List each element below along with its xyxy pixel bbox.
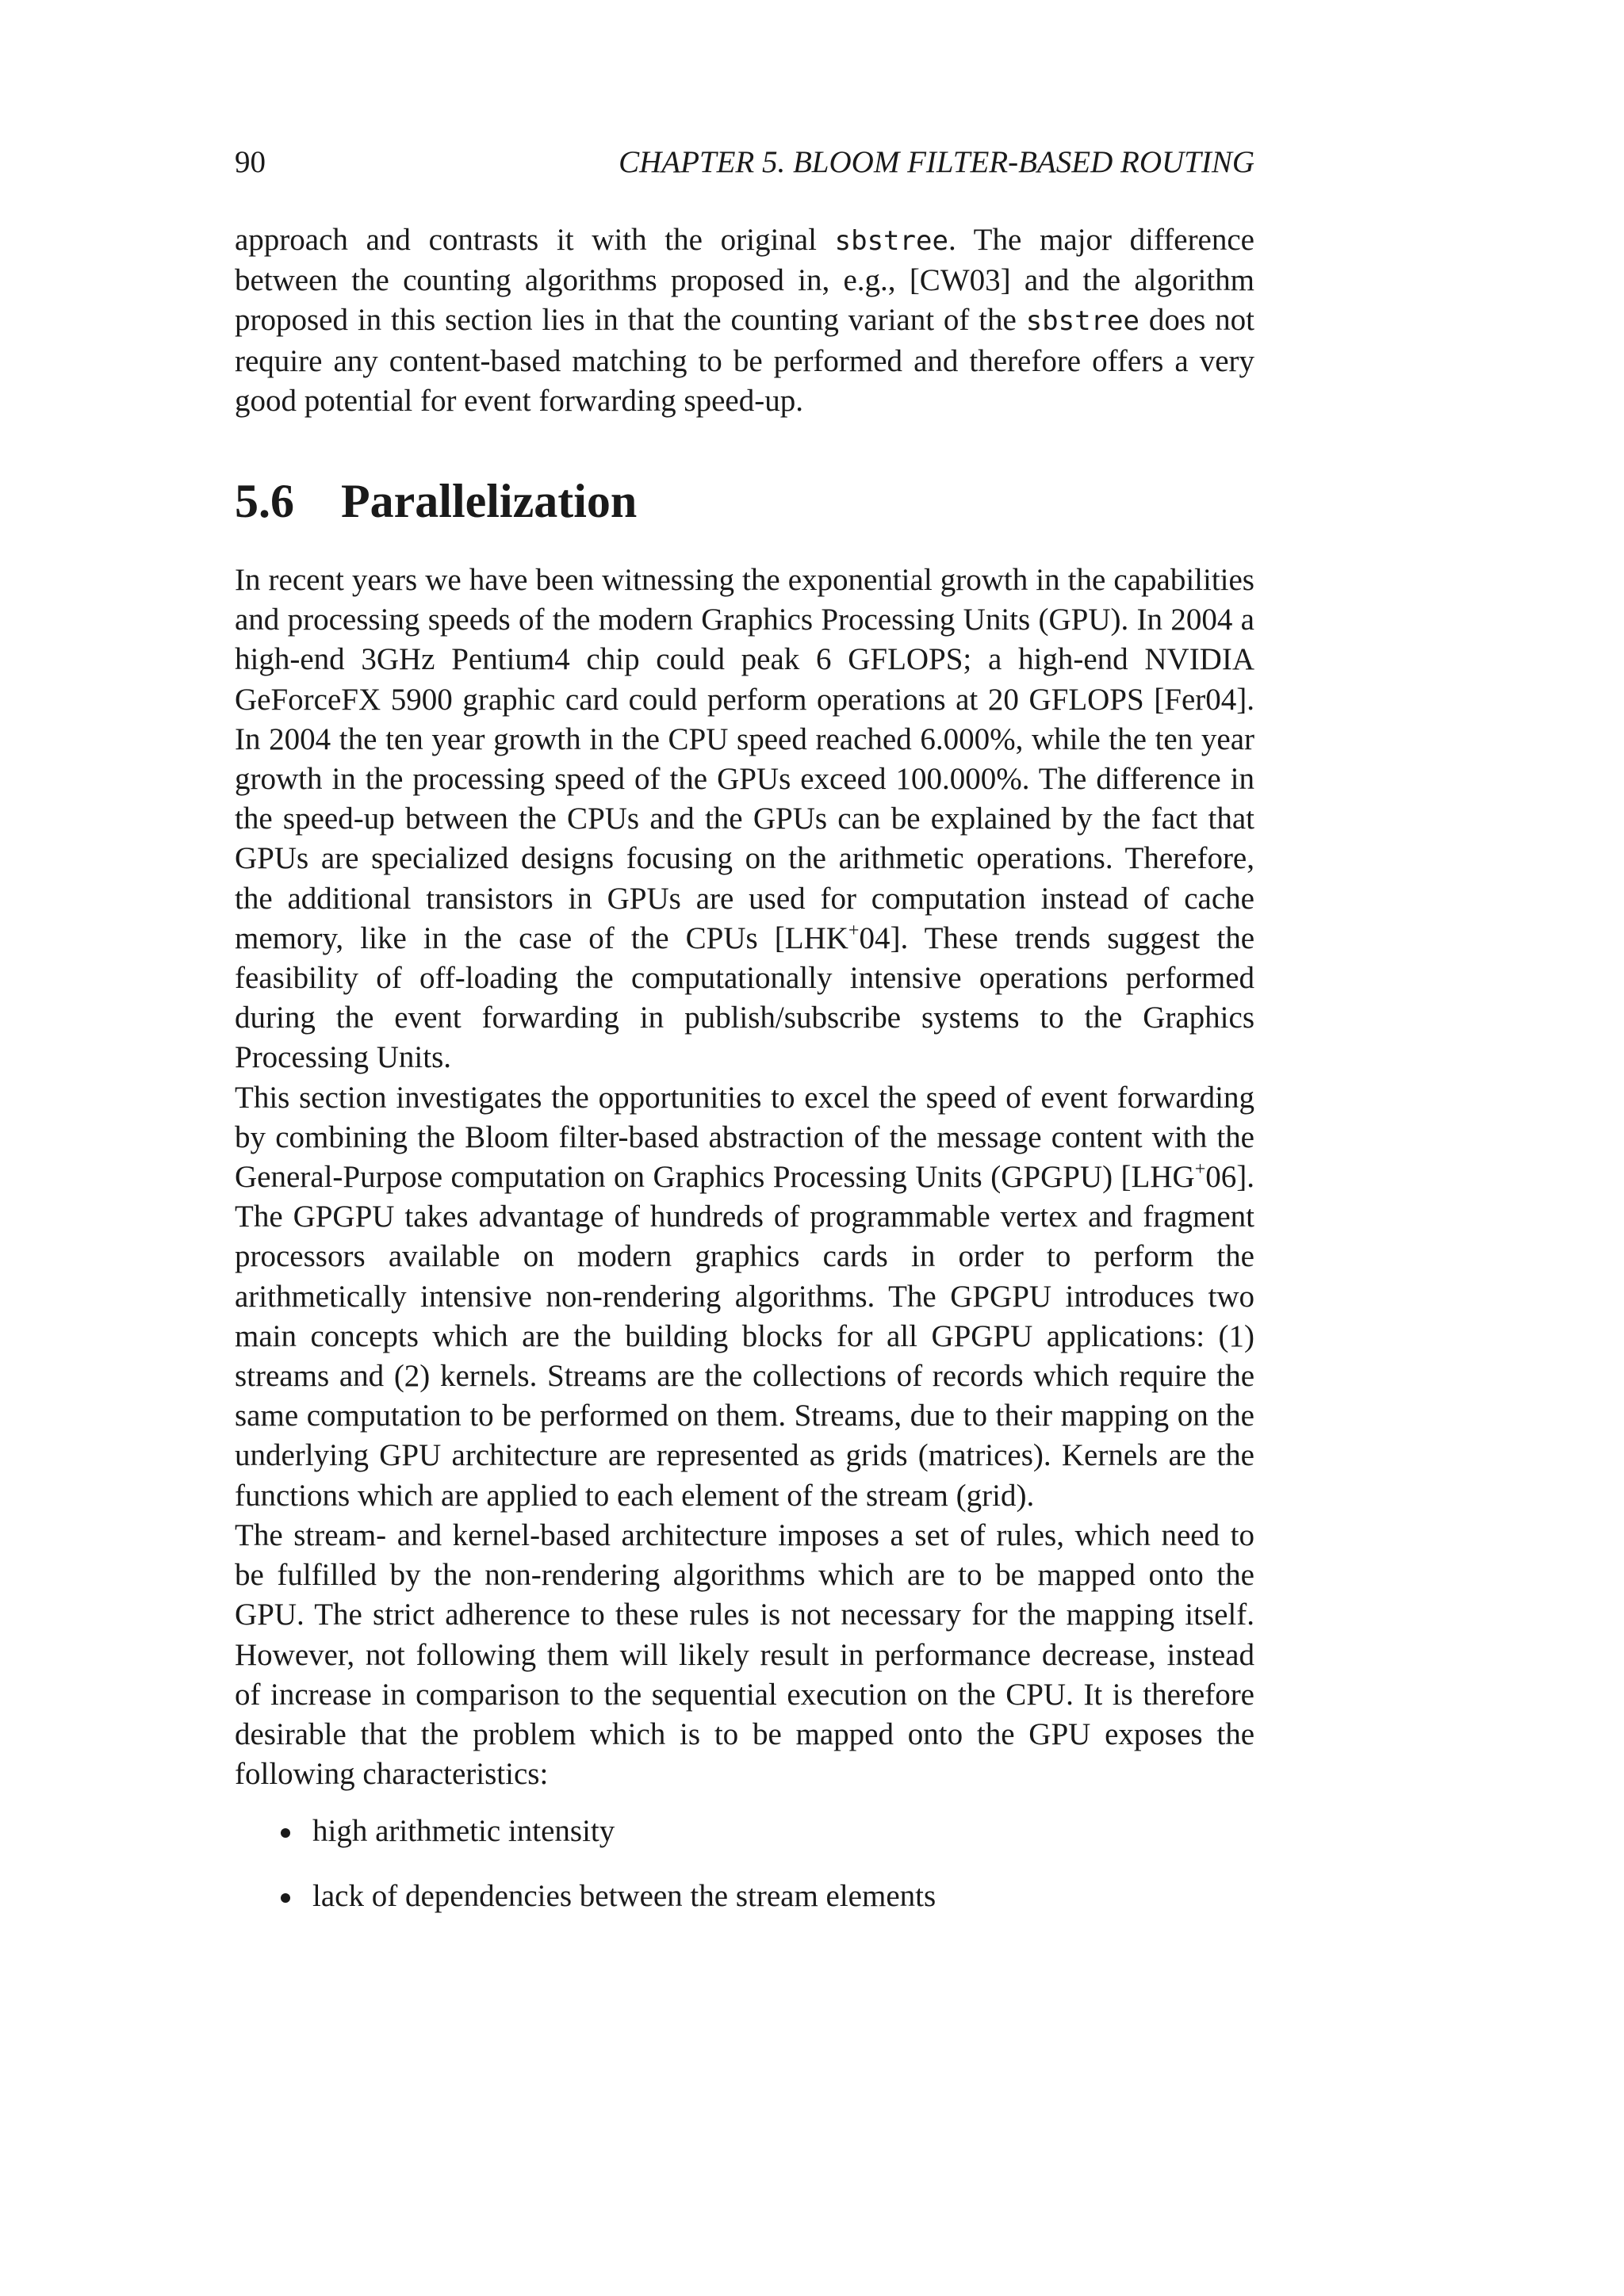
list-item-text: lack of dependencies between the stream elements bbox=[312, 1879, 936, 1914]
body-text bbox=[235, 561, 1254, 1794]
code-sbstree: sbstree bbox=[834, 225, 948, 257]
list-item bbox=[312, 1812, 1254, 1851]
intro-text-1: approach and contrasts it with the original bbox=[235, 223, 835, 257]
superscript: + bbox=[1194, 1159, 1206, 1181]
para2-text-1: This section investigates the opportunities to excel the speed of event forwarding by combining the Bloom filter-based abstraction of the message content with the General-Purpose computation on Graphics Processing Units (GPGPU) [LHG bbox=[235, 1080, 1254, 1195]
paragraph-gpu-growth bbox=[235, 561, 1254, 1078]
section-number: 5.6 bbox=[235, 475, 294, 528]
section-heading bbox=[235, 472, 1254, 530]
chapter-title: CHAPTER 5. BLOOM FILTER-BASED ROUTING bbox=[619, 145, 1254, 179]
running-head bbox=[235, 143, 1254, 182]
code-sbstree: sbstree bbox=[1025, 305, 1139, 338]
para1-text-1: In recent years we have been witnessing the exponential growth in the capabilities and processing speeds of the modern Graphics Processing Units (GPU). In 2004 a high-end 3GHz Pentium4 chip could peak 6 GFLOPS; a high-end NVIDIA GeForceFX 5900 graphic card could perform operations at 20 GFLOPS [Fer04]. In 2004 the ten year growth in the CPU speed reached 6.000%, while the ten year growth in the processing speed of the GPUs exceed 100.000%. The difference in the speed-up between the CPUs and the GPUs can be explained by the fact that GPUs are specialized designs focusing on the arithmetic operations. Therefore, the additional transistors in GPUs are used for computation instead of cache memory, like in the case of the CPUs [LHK bbox=[235, 563, 1254, 955]
intro-text-2: . The major difference between the counting algorithms proposed in, e.g., [CW03] and the algorithm proposed in this section lies in that the counting variant of the bbox=[235, 223, 1254, 338]
para2-text-2: 06]. The GPGPU takes advantage of hundreds of programmable vertex and fragment processors available on modern graphics cards in order to perform the arithmetically intensive non-rendering algorithms. The GPGPU introduces two main concepts which are the building blocks for all GPGPU applications: (1) streams and (2) kernels. Streams are the collections of records which require the same computation to be performed on them. Streams, due to their mapping on the underlying GPU architecture are represented as grids (matrices). Kernels are the functions which are applied to each element of the stream (grid). bbox=[235, 1160, 1254, 1513]
bullet-icon bbox=[281, 1828, 290, 1838]
characteristics-list bbox=[235, 1812, 1254, 1916]
list-item-text: high arithmetic intensity bbox=[312, 1814, 615, 1849]
intro-text-3: does not require any content-based matching to be performed and therefore offers a very good potential for event forwarding speed-up. bbox=[235, 303, 1254, 418]
superscript: + bbox=[848, 920, 860, 941]
para1-text-2: 04]. These trends suggest the feasibility of off-loading the computationally intensive operations performed during the event forwarding in publish/subscribe systems to the Graphics Processing Units. bbox=[235, 920, 1254, 1075]
page bbox=[235, 143, 1254, 1942]
list-item bbox=[312, 1877, 1254, 1916]
paragraph-gpgpu bbox=[235, 1078, 1254, 1516]
paragraph-rules: The stream- and kernel-based architecture imposes a set of rules, which need to be fulfilled by the non-rendering algorithms which are to be mapped onto the GPU. The strict adherence to these rules is not necessary for the mapping itself. However, not following them will likely result in performance decrease, instead of increase in comparison to the sequential execution on the CPU. It is therefore desirable that the problem which is to be mapped onto the GPU exposes the following characteristics: bbox=[235, 1517, 1254, 1792]
page-number: 90 bbox=[235, 145, 266, 179]
section-title: Parallelization bbox=[341, 475, 638, 528]
intro-paragraph bbox=[235, 220, 1254, 421]
bullet-icon bbox=[281, 1893, 290, 1903]
